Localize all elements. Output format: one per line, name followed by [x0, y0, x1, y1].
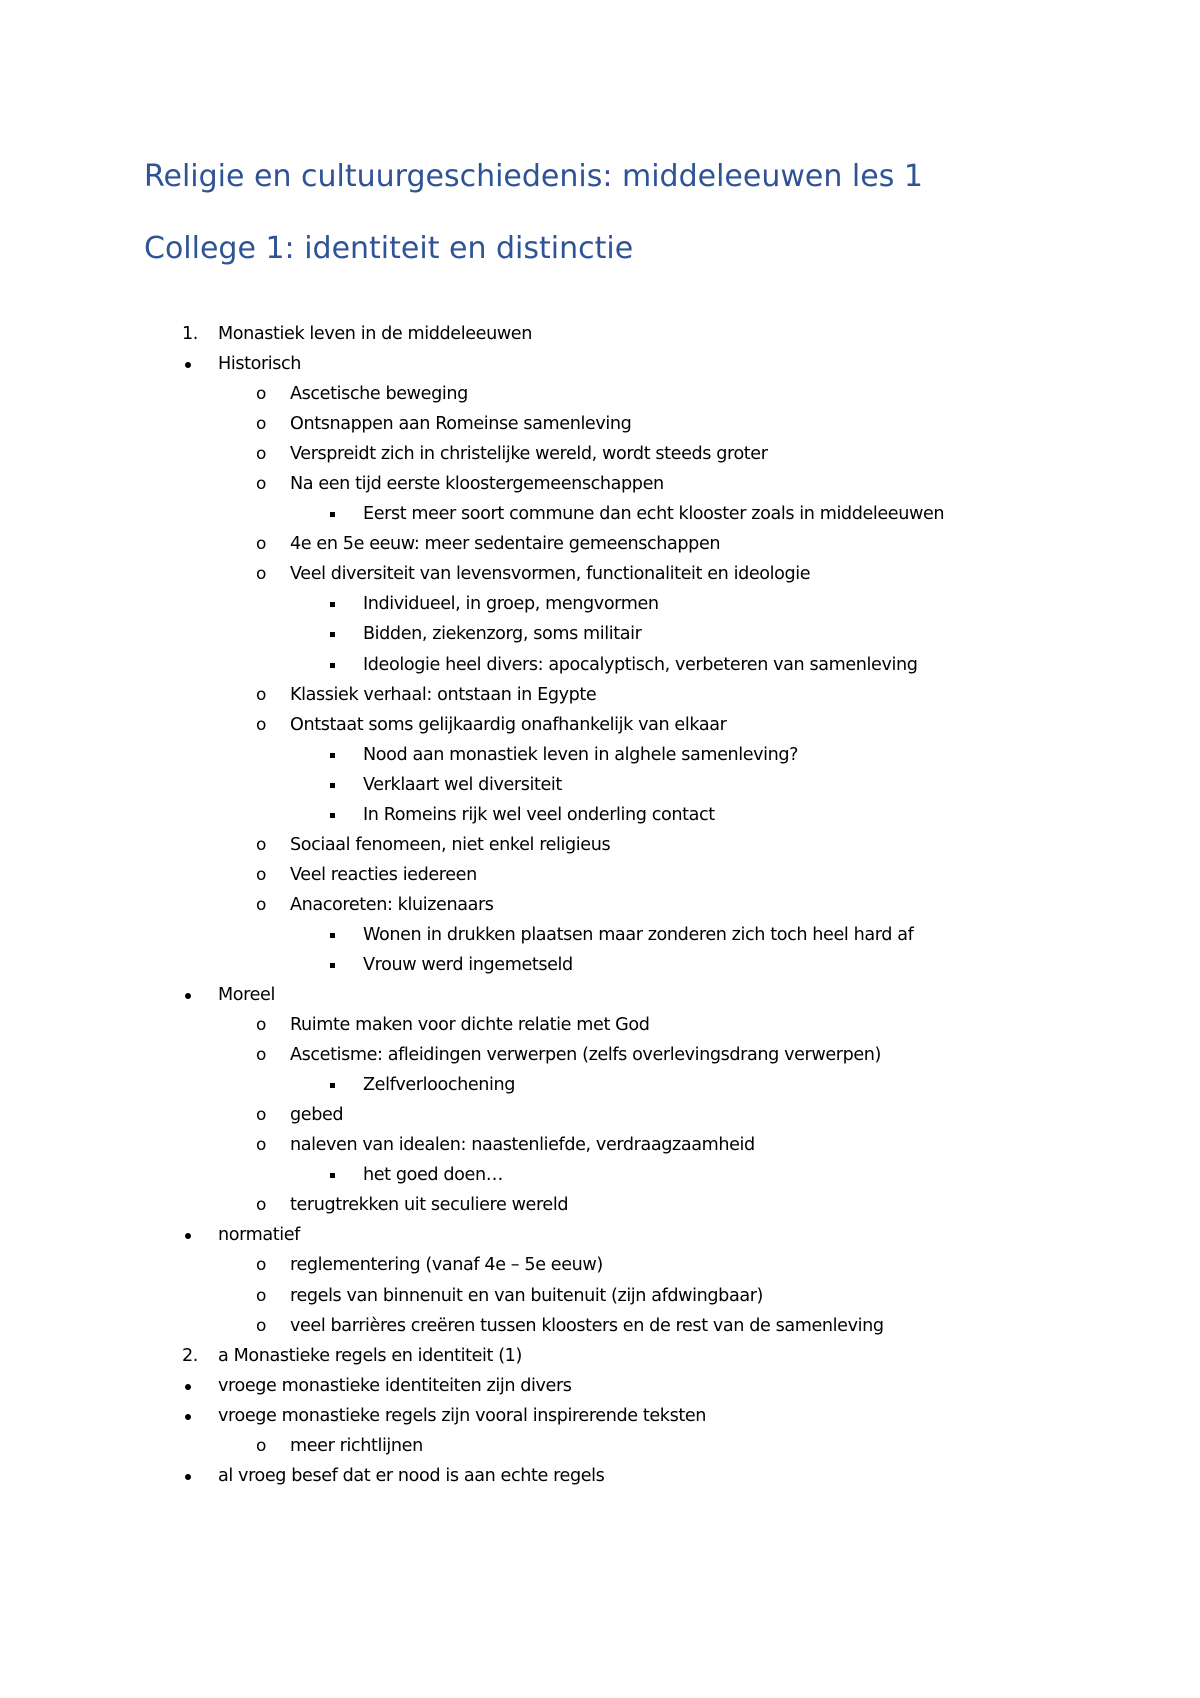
list-item-text: Moreel — [218, 985, 275, 1006]
list-item — [0, 920, 1200, 950]
list-item — [0, 499, 1200, 529]
list-item: o veel barrières creëren tussen kloosters en de rest van de samenleving — [0, 1311, 1200, 1341]
list-item: o Ascetisme: afleidingen verwerpen (zelfs overlevingsdrang verwerpen) — [0, 1040, 1200, 1070]
list-item-text: Ascetisme: afleidingen verwerpen (zelfs overlevingsdrang verwerpen) — [290, 1045, 882, 1066]
list-item — [0, 319, 1200, 349]
list-item-text: Ruimte maken voor dichte relatie met God — [290, 1015, 650, 1036]
list-item: o gebed — [0, 1100, 1200, 1130]
list-item-text: Eerst meer soort commune dan echt klooster zoals in middeleeuwen — [363, 504, 945, 525]
list-item-text: Ideologie heel divers: apocalyptisch, verbeteren van samenleving — [363, 654, 918, 675]
list-item: o 4e en 5e eeuw: meer sedentaire gemeenschappen — [0, 529, 1200, 559]
list-item: o Ontstaat soms gelijkaardig onafhankelijk van elkaar — [0, 710, 1200, 740]
list-item: o reglementering (vanaf 4e – 5e eeuw) — [0, 1250, 1200, 1280]
list-item: o Ruimte maken voor dichte relatie met God — [0, 1010, 1200, 1040]
list-item-text: Veel reacties iedereen — [290, 864, 477, 885]
list-item: o Ontsnappen aan Romeinse samenleving — [0, 409, 1200, 439]
list-item-text: Zelfverloochening — [363, 1075, 516, 1096]
list-item-text: regels van binnenuit en van buitenuit (zijn afdwingbaar) — [290, 1285, 764, 1306]
list-item-text: In Romeins rijk wel veel onderling contact — [363, 804, 715, 825]
list-number: 1. — [182, 324, 198, 344]
list-item-text: Bidden, ziekenzorg, soms militair — [363, 624, 642, 645]
list-item-text: Ontstaat soms gelijkaardig onafhankelijk van elkaar — [290, 714, 727, 735]
outline-list — [0, 319, 1200, 1491]
list-item: o meer richtlijnen — [0, 1431, 1200, 1461]
list-item: o Anacoreten: kluizenaars — [0, 890, 1200, 920]
list-item — [0, 1341, 1200, 1371]
list-item-text: het goed doen… — [363, 1165, 503, 1186]
list-item-text: 4e en 5e eeuw: meer sedentaire gemeenschappen — [290, 534, 721, 555]
list-item-text: Verspreidt zich in christelijke wereld, wordt steeds groter — [290, 444, 768, 465]
document-title: Religie en cultuurgeschiedenis: middeleeuwen les 1 — [144, 159, 923, 194]
list-item — [0, 1160, 1200, 1190]
list-item-text: naleven van idealen: naastenliefde, verdraagzaamheid — [290, 1135, 755, 1156]
list-item — [0, 1220, 1200, 1250]
list-item — [0, 589, 1200, 619]
list-item-text: vroege monastieke identiteiten zijn divers — [218, 1375, 572, 1396]
list-item — [0, 349, 1200, 379]
list-item: o Sociaal fenomeen, niet enkel religieus — [0, 830, 1200, 860]
list-item: o terugtrekken uit seculiere wereld — [0, 1190, 1200, 1220]
list-item-text: Ascetische beweging — [290, 384, 468, 405]
list-item — [0, 619, 1200, 649]
list-item-text: normatief — [218, 1225, 300, 1246]
list-item: o Verspreidt zich in christelijke wereld, wordt steeds groter — [0, 439, 1200, 469]
list-item-text: Ontsnappen aan Romeinse samenleving — [290, 414, 632, 435]
list-item — [0, 650, 1200, 680]
list-item-text: Klassiek verhaal: ontstaan in Egypte — [290, 684, 597, 705]
list-item-text: veel barrières creëren tussen kloosters en de rest van de samenleving — [290, 1315, 884, 1336]
list-item — [0, 1070, 1200, 1100]
list-item: o Klassiek verhaal: ontstaan in Egypte — [0, 680, 1200, 710]
list-item-text: vroege monastieke regels zijn vooral inspirerende teksten — [218, 1405, 707, 1426]
list-item-text: Vrouw werd ingemetseld — [363, 954, 573, 975]
list-item-text: gebed — [290, 1105, 344, 1126]
list-item — [0, 980, 1200, 1010]
list-item: o Veel diversiteit van levensvormen, functionaliteit en ideologie — [0, 559, 1200, 589]
list-item-text: Monastiek leven in de middeleeuwen — [218, 324, 532, 344]
list-item — [0, 950, 1200, 980]
list-item-text: Nood aan monastiek leven in alghele samenleving? — [363, 744, 799, 765]
list-item: o regels van binnenuit en van buitenuit (zijn afdwingbaar) — [0, 1281, 1200, 1311]
list-item — [0, 770, 1200, 800]
list-item: o Ascetische beweging — [0, 379, 1200, 409]
list-item-text: terugtrekken uit seculiere wereld — [290, 1195, 569, 1216]
list-item-text: Veel diversiteit van levensvormen, functionaliteit en ideologie — [290, 564, 811, 585]
list-item-text: Na een tijd eerste kloostergemeenschappen — [290, 474, 664, 495]
list-item-text: a Monastieke regels en identiteit (1) — [218, 1345, 522, 1366]
list-item — [0, 1461, 1200, 1491]
list-item — [0, 1401, 1200, 1431]
list-item: o naleven van idealen: naastenliefde, verdraagzaamheid — [0, 1130, 1200, 1160]
list-item-text: Sociaal fenomeen, niet enkel religieus — [290, 834, 611, 855]
list-item-text: Verklaart wel diversiteit — [363, 774, 562, 795]
list-item-text: Wonen in drukken plaatsen maar zonderen zich toch heel hard af — [363, 924, 914, 945]
list-item-text: Historisch — [218, 354, 302, 375]
list-item-text: reglementering (vanaf 4e – 5e eeuw) — [290, 1255, 603, 1276]
list-item: o Na een tijd eerste kloostergemeenschappen — [0, 469, 1200, 499]
list-item-text: Individueel, in groep, mengvormen — [363, 594, 659, 615]
list-item-text: meer richtlijnen — [290, 1435, 423, 1456]
list-item-text: al vroeg besef dat er nood is aan echte regels — [218, 1465, 605, 1486]
list-item: o Veel reacties iedereen — [0, 860, 1200, 890]
list-item — [0, 800, 1200, 830]
list-number: 2. — [182, 1345, 198, 1366]
list-item — [0, 1371, 1200, 1401]
list-item-text: Anacoreten: kluizenaars — [290, 894, 494, 915]
document-subtitle: College 1: identiteit en distinctie — [144, 231, 634, 266]
list-item — [0, 740, 1200, 770]
